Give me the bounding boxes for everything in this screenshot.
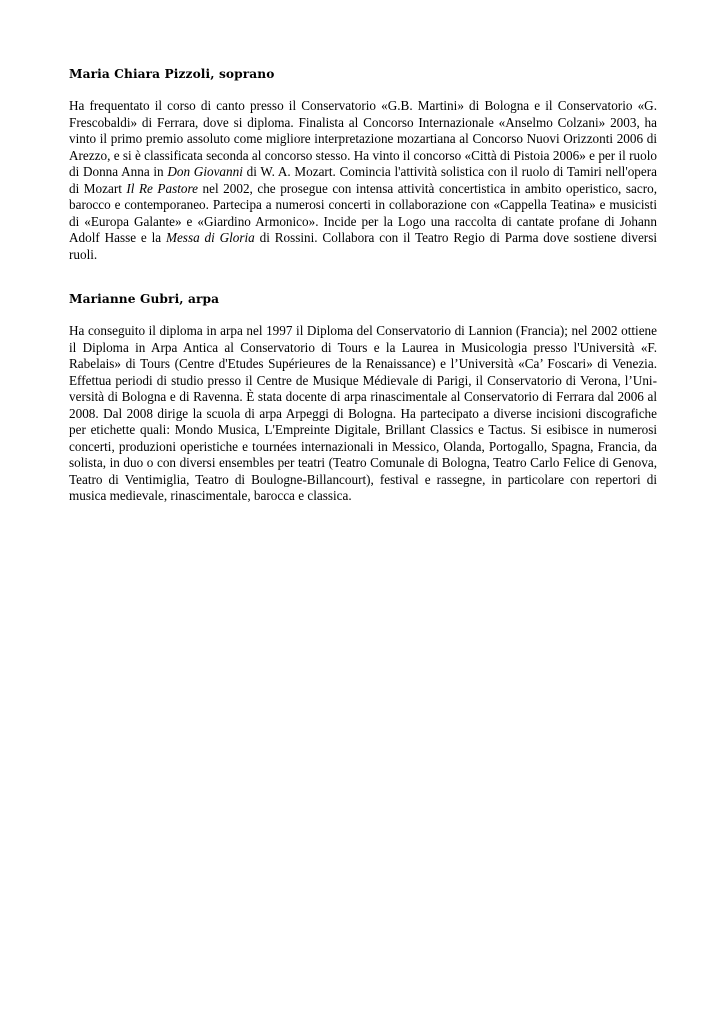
italic-title: Il Re Pastore — [126, 180, 198, 196]
text-run: di W. A. Mozart. Comincia l'attività solistica con il ruolo di Tamiri nell'opera di Mozart — [69, 164, 657, 196]
bio-paragraph — [69, 98, 657, 263]
bio-paragraph — [69, 323, 657, 505]
text-run: Ha frequentato il corso di canto presso il Conservatorio «G.B. Martini» di Bologna e il Conservatorio «G. Frescobaldi» di Ferrara, dove si diploma. Finalista al Concorso Internazionale «Anselmo Colzani» 2003, ha vinto il primo premio assoluto come migliore interpretazione mozartiana al Concorso Nuovi Orizzonti 2006 di Arezzo, e si è classificata seconda al concorso stesso. Ha vinto il concorso «Città di Pistoia 2006» e per il ruolo di Donna Anna in — [69, 98, 657, 179]
bio-heading: Maria Chiara Pizzoli, soprano — [69, 67, 275, 81]
italic-title: Messa di Gloria — [165, 230, 255, 245]
document-page — [69, 66, 657, 505]
bio-heading: Marianne Gubri, arpa — [69, 292, 220, 306]
text-run: Ha conseguito il diploma in arpa nel 1997 il Diploma del Conservatorio di Lannion (Francia); nel 2002 ottiene il Diploma in Arpa Antica al Conservatorio di Tours e la Laurea in Musicologia presso l'Università «F. Rabelais» di Tours (Centre d'Etudes Supérieures de la Renaissance) e l’Università «Ca’ Foscari» di Venezia. Effettua periodi di studio presso il Centre de Musique Médievale di Parigi, il Conservatorio di Verona, l’Università di Bologna e di Ravenna. È stata docente di arpa rinascimentale al Conservatorio di Ferrara dal 2006 al 2008. Dal 2008 dirige la scuola di arpa Arpeggi di Bologna. Ha partecipato a diverse incisioni discografiche per etichette quali: Mondo Musica, L'Empreinte Digitale, Brillant Classics e Tactus. Si esibisce in numerosi concerti, produzioni operistiche e tournées internazionali in Messico, Olanda, Portogallo, Spagna, Francia, da solista, in duo o con diversi ensembles per teatri (Teatro Comunale di Bologna, Teatro Carlo Felice di Genova, Teatro di Ventimiglia, Teatro di Boulogne-Billancourt), festival e rassegne, in particolare con repertori di musica medievale, rinascimentale, barocca e classica. — [69, 323, 657, 503]
text-run: nel 2002, che prosegue con intensa attività concertistica in ambito operistico, sacro, barocco e contemporaneo. Partecipa a numerosi concerti in collaborazione con «Cappella Teatina» e musicisti di «Europa Galante» e «Giardino Armonico». Incide per la Logo una raccolta di cantate profane di Johann Adolf Hasse e la — [69, 180, 658, 245]
bio-section-gubri — [69, 291, 657, 505]
italic-title: Don Giovanni — [167, 164, 243, 179]
text-run: di Rossini. Collabora con il Teatro Regio di Parma dove sostiene diversi ruoli. — [69, 230, 657, 262]
bio-section-pizzoli — [69, 66, 657, 263]
